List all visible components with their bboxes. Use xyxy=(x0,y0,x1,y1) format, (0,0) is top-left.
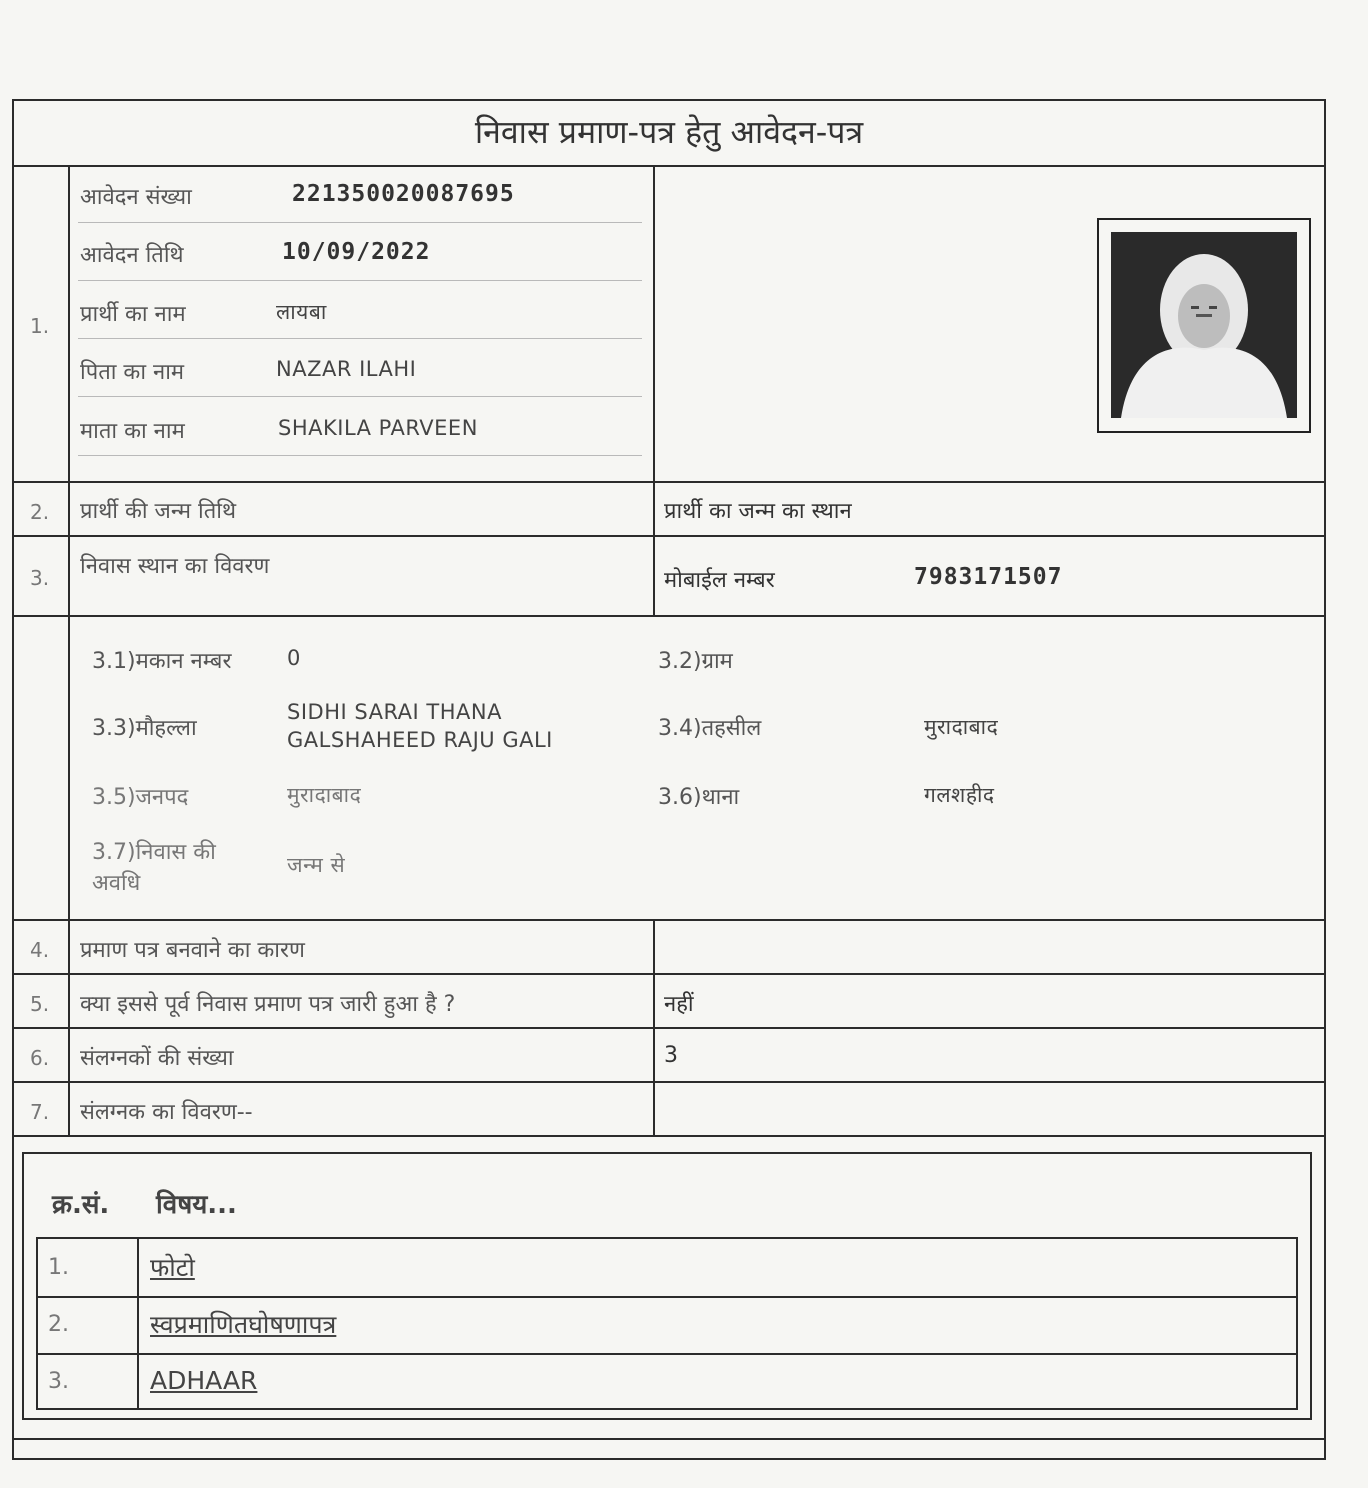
applicant-name-value: लायबा xyxy=(276,300,327,324)
row5-value: नहीं xyxy=(664,992,694,1017)
attachment-link-photo[interactable]: फोटो xyxy=(150,1253,195,1282)
row4-label: प्रमाण पत्र बनवाने का कारण xyxy=(80,938,305,963)
application-date-value: 10/09/2022 xyxy=(282,239,431,265)
row5-number: 5. xyxy=(30,992,50,1016)
attachment-sn-1: 1. xyxy=(48,1255,69,1280)
attachment-sn-2: 2. xyxy=(48,1312,69,1337)
mohalla-value-line1: SIDHI SARAI THANA xyxy=(287,700,502,724)
row5-label: क्या इससे पूर्व निवास प्रमाण पत्र जारी हुआ है ? xyxy=(80,992,456,1017)
attachments-col-subject: विषय... xyxy=(156,1190,237,1220)
section2-number: 2. xyxy=(30,500,50,524)
row7-number: 7. xyxy=(30,1100,50,1124)
residence-label: निवास स्थान का विवरण xyxy=(80,554,270,579)
mohalla-value-line2: GALSHAHEED RAJU GALI xyxy=(287,728,553,752)
section3-number: 3. xyxy=(30,566,50,590)
birthplace-label: प्रार्थी का जन्म का स्थान xyxy=(664,499,852,524)
attachment-link-declaration[interactable]: स्वप्रमाणितघोषणापत्र xyxy=(150,1310,337,1339)
row6-label: संलग्नकों की संख्या xyxy=(80,1046,234,1071)
application-date-label: आवेदन तिथि xyxy=(80,243,184,268)
applicant-portrait-image xyxy=(1111,232,1297,418)
application-no-label: आवेदन संख्या xyxy=(80,185,192,210)
father-name-value: NAZAR ILAHI xyxy=(276,357,417,381)
row6-value: 3 xyxy=(664,1043,678,1068)
house-no-label: 3.1)मकान नम्बर xyxy=(92,649,232,674)
attachment-link-adhaar[interactable]: ADHAAR xyxy=(150,1366,258,1395)
mohalla-label: 3.3)मौहल्ला xyxy=(92,716,197,741)
house-no-value: 0 xyxy=(287,646,301,670)
attachments-col-sn: क्र.सं. xyxy=(52,1190,110,1220)
district-value: मुरादाबाद xyxy=(287,783,362,807)
mother-name-value: SHAKILA PARVEEN xyxy=(278,416,478,440)
application-no-value: 221350020087695 xyxy=(292,181,515,207)
duration-label-line1: 3.7)निवास की xyxy=(92,840,216,865)
tehsil-label: 3.4)तहसील xyxy=(658,716,762,741)
duration-value: जन्म से xyxy=(287,853,346,877)
father-name-label: पिता का नाम xyxy=(80,360,185,385)
district-label: 3.5)जनपद xyxy=(92,785,189,810)
section1-number: 1. xyxy=(30,314,50,338)
row6-number: 6. xyxy=(30,1046,50,1070)
row7-label: संलग्नक का विवरण-- xyxy=(80,1100,253,1125)
police-station-label: 3.6)थाना xyxy=(658,785,740,810)
tehsil-value: मुरादाबाद xyxy=(924,715,999,739)
mother-name-label: माता का नाम xyxy=(80,419,185,444)
police-station-value: गलशहीद xyxy=(924,783,995,807)
duration-label-line2: अवधि xyxy=(92,871,141,896)
attachment-sn-3: 3. xyxy=(48,1369,69,1394)
mobile-value: 7983171507 xyxy=(914,564,1063,590)
applicant-photo xyxy=(1097,218,1311,433)
form-title: निवास प्रमाण-पत्र हेतु आवेदन-पत्र xyxy=(474,113,864,151)
row4-number: 4. xyxy=(30,938,50,962)
mobile-label: मोबाईल नम्बर xyxy=(664,568,775,593)
village-label: 3.2)ग्राम xyxy=(658,649,733,674)
applicant-name-label: प्रार्थी का नाम xyxy=(80,302,186,327)
dob-label: प्रार्थी की जन्म तिथि xyxy=(80,499,237,524)
